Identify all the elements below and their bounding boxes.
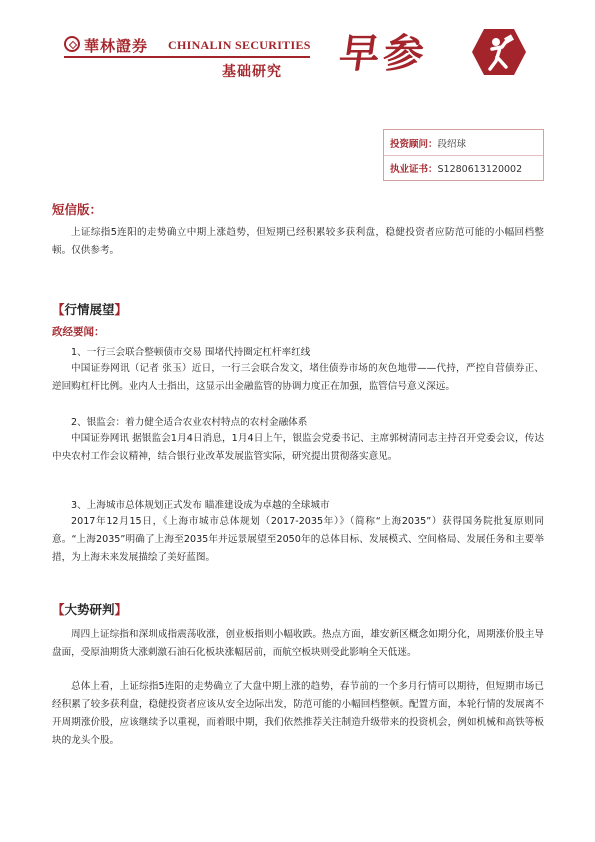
- morning-report-badge-icon: [470, 27, 528, 77]
- bracket-close: 】: [114, 302, 128, 317]
- policy-news-subheading: 政经要闻：: [52, 326, 105, 338]
- brand-name-chinese: 華林證券: [84, 37, 149, 55]
- company-logo-icon: [64, 36, 80, 52]
- certificate-label: 执业证书：: [390, 164, 438, 175]
- report-title: 早参: [336, 30, 431, 77]
- bracket-close: 】: [114, 602, 128, 617]
- brand-name-english: CHINALIN SECURITIES: [168, 38, 311, 52]
- market-outlook-heading: [52, 300, 127, 318]
- news-item-text: 中国证券网讯（记者 张玉）近日，一行三会联合发文，堵住债券市场的灰色地带——代持，严控自营债券正、逆回购杠杆比例。业内人士指出，这显示出金融监管的协调力度正在加强，监管信号意义深远。: [52, 363, 544, 392]
- advisor-row: [390, 136, 466, 150]
- advisor-name: 段绍球: [437, 139, 467, 150]
- news-item-title: 1、一行三会联合整顿债市交易 围堵代持圈定杠杆率红线: [71, 347, 311, 358]
- info-divider: [384, 155, 543, 156]
- header-divider: [64, 56, 310, 58]
- certificate-row: [390, 161, 522, 175]
- section-tag: 基础研究: [222, 64, 282, 80]
- news-item-title: 3、上海城市总体规划正式发布 瞄准建设成为卓越的全球城市: [71, 500, 330, 511]
- trend-analysis-heading: [52, 600, 127, 618]
- bracket-open: 【: [52, 602, 65, 617]
- news-item-text: 中国证券网讯 据银监会1月4日消息，1月4日上午，银监会党委书记、主席郭树清同志主持召开党委会议，传达中央农村工作会议精神，结合银行业改革发展监管实际，研究提出贯彻落实意见。: [52, 433, 544, 462]
- trend-paragraph: 周四上证综指和深圳成指震荡收涨，创业板指则小幅收跌。热点方面，雄安新区概念如期分化，周期涨价股主导盘面，受原油期货大涨刺激石油石化板块涨幅居前，而航空板块则受此影响全天低迷。: [52, 629, 544, 658]
- bracket-open: 【: [52, 302, 65, 317]
- advisor-label: 投资顾问：: [390, 139, 438, 150]
- advisor-info-box: [383, 129, 544, 181]
- heading-text: 大势研判: [64, 602, 115, 617]
- trend-paragraph: 总体上看，上证综指5连阳的走势确立了大盘中期上涨的趋势，春节前的一个多月行情可以期待，但短期市场已经积累了较多获利盘，稳健投资者应该从安全边际出发，防范可能的小幅回档整顿。配置方面，本轮行情的发展离不开周期涨价股，应该继续予以重视，而着眼中期，我们依然推荐关注制造升级带来的投资机会，例如机械和高铁等板块的龙头个股。: [52, 681, 544, 746]
- short-version-text: 上证综指5连阳的走势确立中期上涨趋势，但短期已经积累较多获利盘，稳健投资者应防范可能的小幅回档整顿。仅供参考。: [52, 227, 544, 256]
- report-header: [0, 0, 595, 100]
- heading-text: 行情展望: [64, 302, 115, 317]
- short-version-heading: 短信版：: [52, 202, 103, 217]
- certificate-number: S1280613120002: [437, 164, 523, 175]
- news-item-title: 2、银监会：着力健全适合农业农村特点的农村金融体系: [71, 417, 308, 428]
- news-item-text: 2017年12月15日，《上海市城市总体规划（2017-2035年）》（简称“上海2035”）获得国务院批复原则同意。“上海2035”明确了上海至2035年并远景展望至2050年的总体目标、发展模式、空间格局、发展任务和主要举措，为上海未来发展描绘了美好蓝图。: [52, 516, 544, 563]
